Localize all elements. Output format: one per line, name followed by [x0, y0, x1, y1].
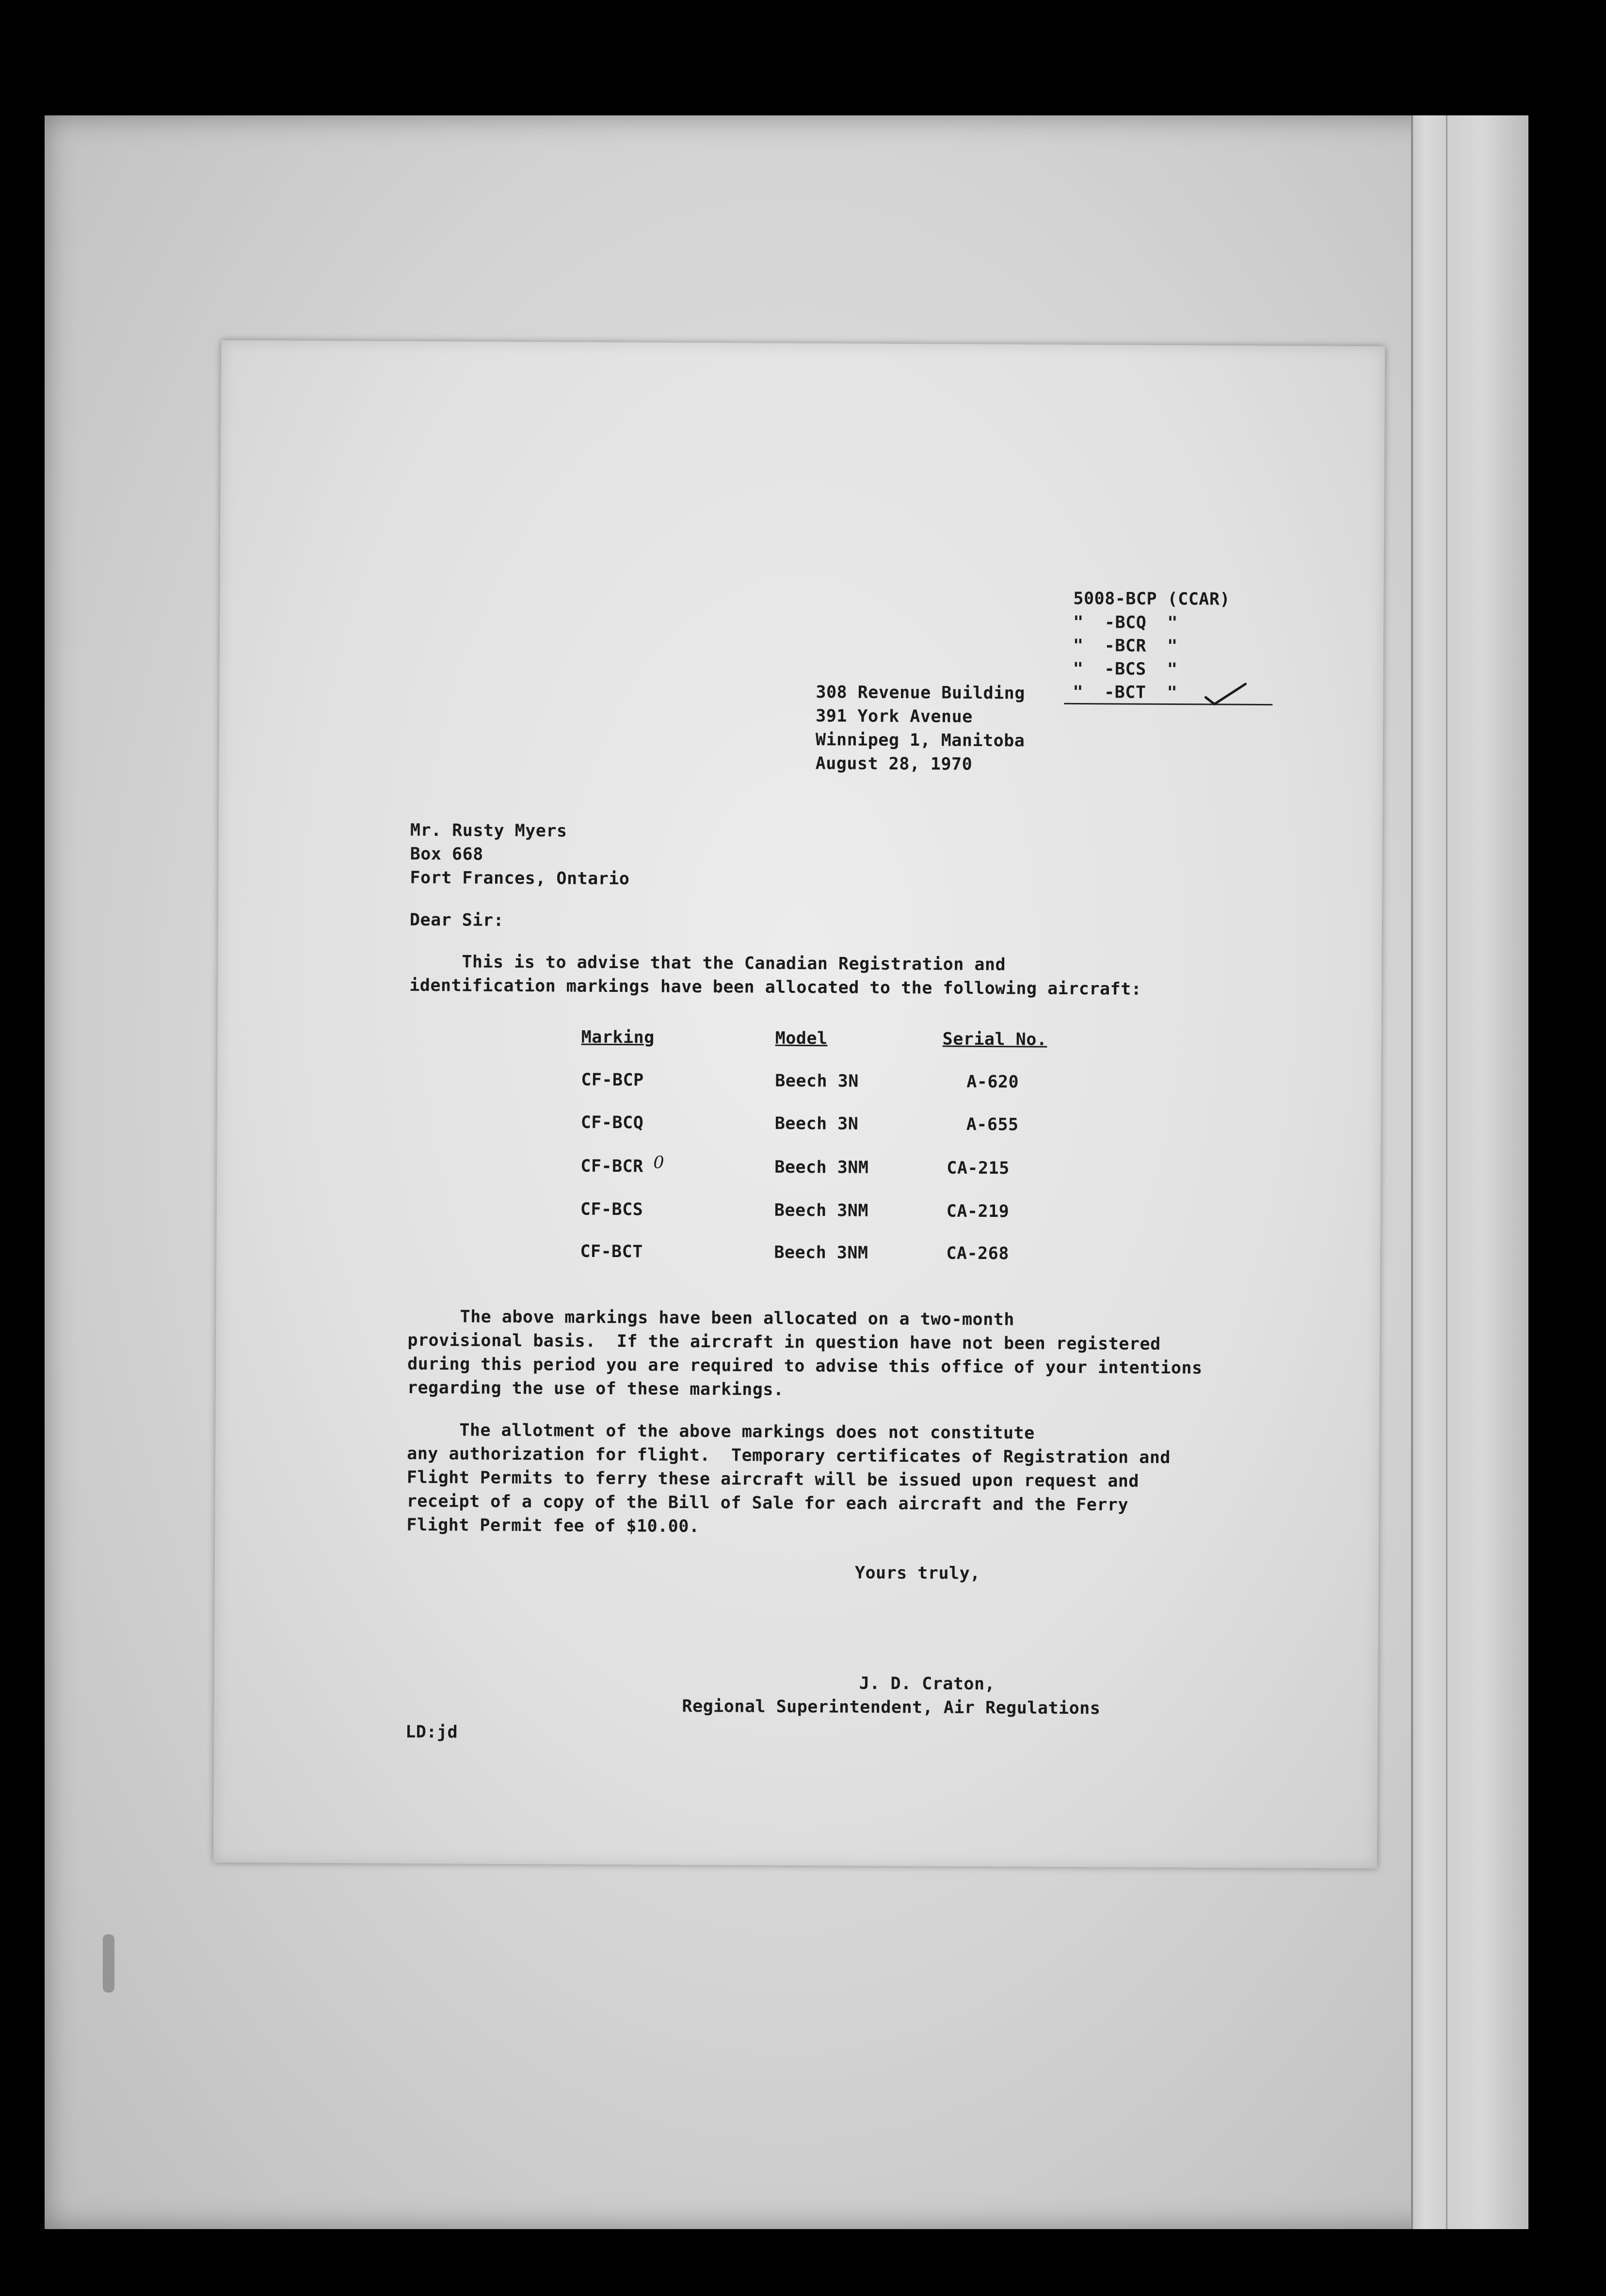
file-ref-line: " -BCT ": [1073, 682, 1178, 703]
table-cell-serial: CA-219: [946, 1201, 1010, 1222]
table-cell-model: Beech 3NM: [774, 1243, 868, 1263]
table-header-marking: Marking: [581, 1027, 655, 1048]
body-line: provisional basis. If the aircraft in question have not been registered: [407, 1330, 1161, 1354]
table-cell-marking: CF-BCR: [580, 1156, 643, 1177]
letter-date: August 28, 1970: [815, 754, 973, 774]
checkmark-icon: [1204, 682, 1247, 706]
file-ref-line: " -BCQ ": [1073, 612, 1178, 633]
handwritten-annotation: 0: [653, 1153, 665, 1173]
table-cell-marking: CF-BCS: [580, 1199, 643, 1220]
signatory-name: J. D. Craton,: [859, 1674, 996, 1694]
signatory-title: Regional Superintendent, Air Regulations: [682, 1696, 1101, 1719]
table-cell-marking: CF-BCQ: [580, 1113, 644, 1133]
table-header-model: Model: [775, 1028, 828, 1049]
intro-line: This is to advise that the Canadian Registration and: [409, 952, 1006, 975]
intro-line: identification markings have been allocated to the following aircraft:: [409, 975, 1142, 999]
file-ref-line: 5008-BCP (CCAR): [1073, 589, 1231, 609]
recipient-line: Fort Frances, Ontario: [410, 868, 630, 889]
body-line: Flight Permit fee of $10.00.: [406, 1515, 700, 1536]
body-line: Flight Permits to ferry these aircraft will be issued upon request and: [406, 1467, 1140, 1491]
body-line: regarding the use of these markings.: [407, 1378, 784, 1400]
file-ref-line: " -BCS ": [1073, 659, 1178, 680]
folded-edge-strip: [1411, 115, 1528, 2229]
body-line: The above markings have been allocated on a two-month: [407, 1307, 1014, 1330]
fold-line: [1446, 115, 1447, 2229]
body-line: during this period you are required to advise this office of your intentions: [407, 1354, 1203, 1378]
table-cell-marking: CF-BCP: [581, 1070, 644, 1090]
return-address-line: 308 Revenue Building: [816, 683, 1025, 703]
return-address-line: 391 York Avenue: [816, 706, 973, 727]
salutation: Dear Sir:: [409, 910, 504, 930]
return-address-line: Winnipeg 1, Manitoba: [815, 730, 1025, 751]
body-line: The allotment of the above markings does not constitute: [407, 1420, 1035, 1443]
ink-smudge: [103, 1934, 114, 1993]
table-cell-model: Beech 3NM: [774, 1200, 869, 1221]
table-header-serial: Serial No.: [942, 1029, 1047, 1050]
table-cell-serial: CA-268: [946, 1244, 1009, 1264]
typist-reference: LD:jd: [405, 1722, 458, 1742]
table-cell-model: Beech 3N: [775, 1071, 859, 1091]
file-ref-line: " -BCR ": [1073, 636, 1178, 656]
table-cell-serial: A-655: [966, 1115, 1019, 1135]
recipient-line: Mr. Rusty Myers: [410, 820, 567, 841]
closing: Yours truly,: [854, 1563, 980, 1583]
body-line: receipt of a copy of the Bill of Sale for each aircraft and the Ferry: [406, 1491, 1129, 1515]
table-cell-model: Beech 3N: [774, 1114, 859, 1134]
table-cell-model: Beech 3NM: [774, 1157, 869, 1178]
table-cell-serial: A-620: [966, 1072, 1019, 1092]
body-line: any authorization for flight. Temporary certificates of Registration and: [407, 1444, 1171, 1468]
table-cell-serial: CA-215: [947, 1158, 1010, 1179]
recipient-line: Box 668: [410, 844, 483, 864]
letter-page: [213, 340, 1385, 1869]
table-cell-marking: CF-BCT: [580, 1242, 643, 1262]
